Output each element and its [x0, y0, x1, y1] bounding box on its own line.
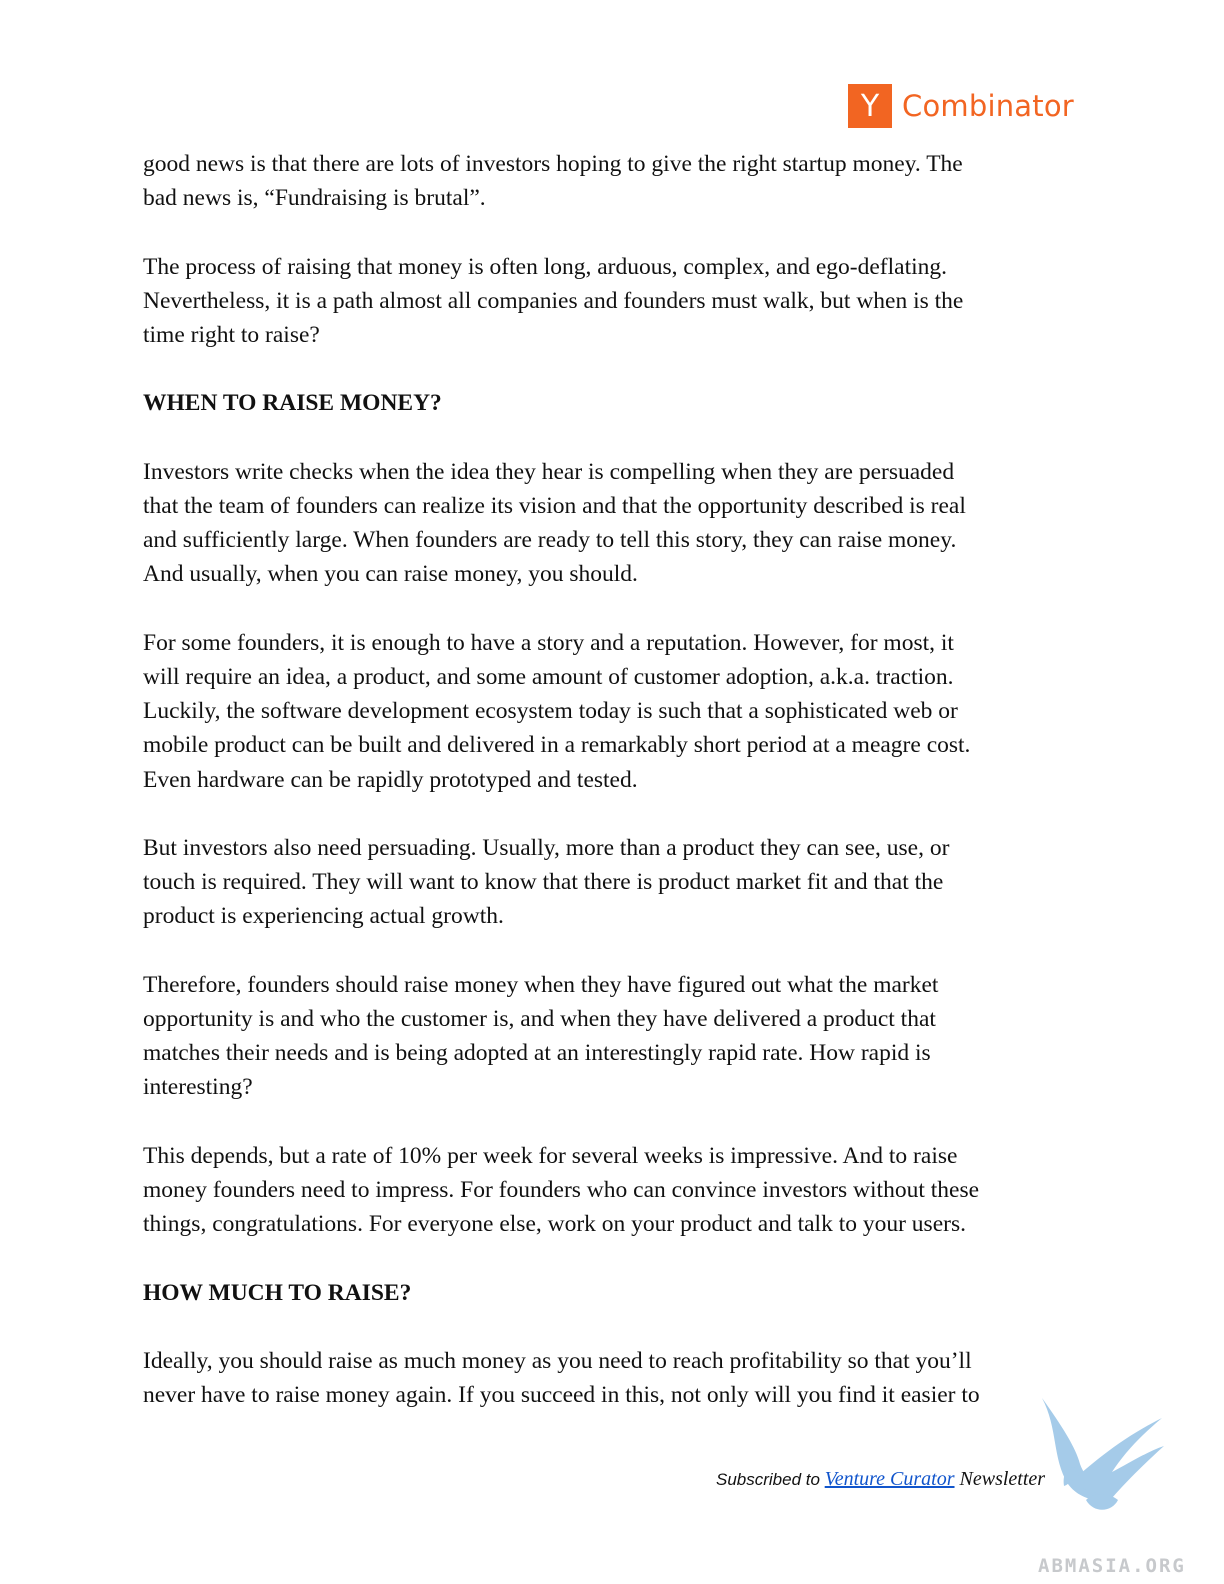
text-line: This depends, but a rate of 10% per week for several weeks is impressive. And to raise	[143, 1142, 958, 1169]
text-line: The process of raising that money is often long, arduous, complex, and ego-deflating.	[143, 253, 948, 280]
paragraph	[143, 147, 1083, 215]
griffin-watermark-icon	[1028, 1388, 1168, 1518]
paragraph	[143, 831, 1083, 934]
combinator-wordmark: Combinator	[902, 89, 1074, 123]
footer-tail-text: Newsletter	[954, 1468, 1046, 1490]
text-line: But investors also need persuading. Usually, more than a product they can see, use, or	[143, 834, 950, 861]
text-line: opportunity is and who the customer is, and when they have delivered a product that	[143, 1005, 936, 1032]
text-line: Therefore, founders should raise money when they have figured out what the market	[143, 971, 939, 998]
section-heading: WHEN TO RAISE MONEY?	[143, 390, 442, 417]
paragraph	[143, 1344, 1083, 1412]
text-line: time right to raise?	[143, 322, 320, 348]
footer-subscription	[716, 1468, 1045, 1491]
text-line: product is experiencing actual growth.	[143, 903, 504, 930]
text-line: Ideally, you should raise as much money as you need to reach profitability so that you’ll	[143, 1347, 972, 1374]
text-line: matches their needs and is being adopted at an interestingly rapid rate. How rapid is	[143, 1040, 931, 1067]
text-line: For some founders, it is enough to have a story and a reputation. However, for most, it	[143, 629, 954, 656]
text-line: things, congratulations. For everyone else, work on your product and talk to your users.	[143, 1211, 966, 1238]
text-line: mobile product can be built and delivered in a remarkably short period at a meagre cost.	[143, 732, 971, 759]
text-line: will require an idea, a product, and some amount of customer adoption, a.k.a. traction.	[143, 663, 954, 690]
text-line: And usually, when you can raise money, you should.	[143, 561, 638, 588]
text-line: Luckily, the software development ecosystem today is such that a sophisticated web or	[143, 698, 958, 725]
footer-lead-text: Subscribed to	[716, 1470, 825, 1489]
text-line: good news is that there are lots of investors hoping to give the right startup money. The	[143, 151, 963, 177]
y-logo-mark: Y	[848, 84, 892, 128]
paragraph	[143, 626, 1083, 797]
text-line: touch is required. They will want to know that there is product market fit and that the	[143, 869, 944, 896]
text-line: that the team of founders can realize its vision and that the opportunity described is real	[143, 492, 966, 519]
text-line: Even hardware can be rapidly prototyped and tested.	[143, 766, 638, 793]
y-combinator-logo	[848, 84, 1074, 128]
text-line: and sufficiently large. When founders are ready to tell this story, they can raise money.	[143, 527, 957, 554]
text-line: Nevertheless, it is a path almost all companies and founders must walk, but when is the	[143, 287, 964, 314]
section-heading: HOW MUCH TO RAISE?	[143, 1279, 412, 1306]
watermark-text: ABMASIA.ORG	[1038, 1555, 1186, 1577]
text-line: bad news is, “Fundraising is brutal”.	[143, 185, 486, 212]
text-line: Investors write checks when the idea they hear is compelling when they are persuaded	[143, 458, 955, 485]
text-line: never have to raise money again. If you succeed in this, not only will you find it easier to	[143, 1382, 980, 1409]
paragraph	[143, 455, 1083, 592]
paragraph	[143, 1139, 1083, 1242]
paragraph	[143, 968, 1083, 1105]
venture-curator-link[interactable]: Venture Curator	[824, 1468, 955, 1490]
paragraph	[143, 250, 1083, 353]
text-line: interesting?	[143, 1074, 253, 1101]
text-line: money founders need to impress. For founders who can convince investors without these	[143, 1176, 980, 1203]
document-body	[143, 147, 1083, 1447]
